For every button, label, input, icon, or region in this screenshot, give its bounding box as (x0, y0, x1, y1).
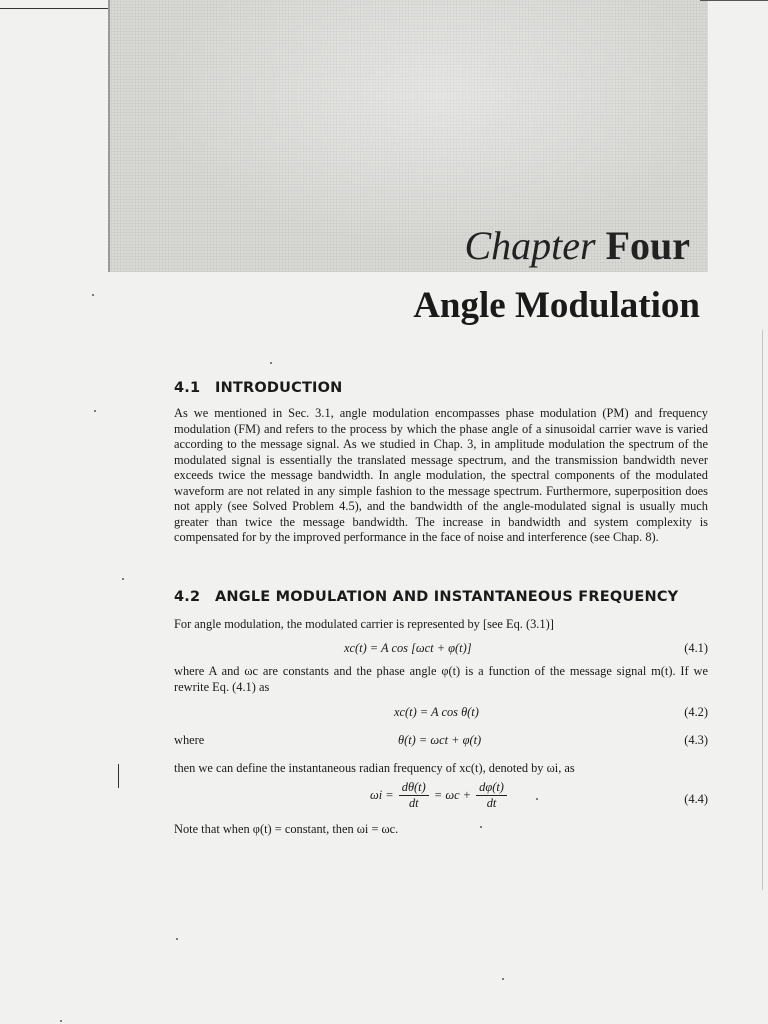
equation-expression: xc(t) = A cos θ(t) (394, 705, 479, 719)
equation-expression: xc(t) = A cos [ωct + φ(t)] (344, 641, 472, 655)
top-rule-line (0, 8, 108, 9)
page-edge-line (762, 330, 763, 890)
section-title: INTRODUCTION (215, 380, 343, 396)
equation-number: (4.2) (684, 705, 708, 719)
intro-paragraph: As we mentioned in Sec. 3.1, angle modulation encompasses phase modulation (PM) and frequency modulation (FM) and refers to the process by which the phase angle of a sinusoidal carrier wave is varied according to the message signal. As we studied in Chap. 3, in amplitude modulation the spectrum of the modulated signal is essentially the translated message spectrum, and the transmission bandwidth never exceeds twice the message bandwidth. In angle modulation, the spectral components of the modulated waveform are not related in any simple fashion to the message spectrum. Furthermore, superposition does not apply (see Solved Problem 4.5), and the bandwidth of the angle-modulated signal is usually much greater than twice the message bandwidth. The increase in bandwidth and system complexity is compensated for by the improved performance in the face of noise and interference (see Chap. 8). (174, 406, 708, 544)
chapter-number: Four (605, 223, 690, 268)
section-number: 4.1 (174, 380, 201, 396)
note-text: Note that when φ(t) = constant, then ωi = ωc. (174, 822, 399, 836)
equation-4-1 (174, 641, 708, 658)
equation-number: (4.4) (684, 792, 708, 806)
equation-4-4 (174, 780, 708, 824)
top-rule-line-right (700, 0, 768, 1)
fraction-denominator: dt (408, 796, 419, 810)
margin-mark (118, 764, 119, 788)
equation-4-3 (174, 733, 708, 750)
chapter-word: Chapter (464, 223, 596, 268)
equation-number: (4.1) (684, 641, 708, 655)
equation-4-2 (174, 705, 708, 722)
chapter-title: Angle Modulation (413, 285, 700, 326)
section-heading-4-2 (174, 589, 678, 605)
chapter-label (464, 222, 690, 269)
equation-lead-word: where (174, 733, 205, 747)
fraction-denominator: dt (486, 796, 497, 810)
equation-expression: θ(t) = ωct + φ(t) (398, 733, 482, 747)
text-before-eq-4-4: then we can define the instantaneous radian frequency of xc(t), denoted by ωi, as (174, 761, 575, 775)
fraction-dtheta-dt (399, 780, 429, 811)
text-after-eq-4-1: where A and ωc are constants and the phase angle φ(t) is a function of the message signal m(t). If we rewrite Eq. (4.1) as (174, 664, 708, 694)
fraction-dphi-dt (476, 780, 507, 811)
equation-lhs: ωi = (370, 788, 394, 802)
section-title: ANGLE MODULATION AND INSTANTANEOUS FREQUENCY (215, 589, 679, 605)
fraction-numerator: dθ(t) (399, 780, 429, 796)
fraction-numerator: dφ(t) (476, 780, 507, 796)
section-heading-4-1 (174, 380, 343, 396)
section-number: 4.2 (174, 589, 201, 605)
equation-middle: = ωc + (433, 788, 472, 802)
header-band-edge (108, 0, 110, 272)
equation-number: (4.3) (684, 733, 708, 747)
section-intro-text: For angle modulation, the modulated carrier is represented by [see Eq. (3.1)] (174, 617, 554, 631)
